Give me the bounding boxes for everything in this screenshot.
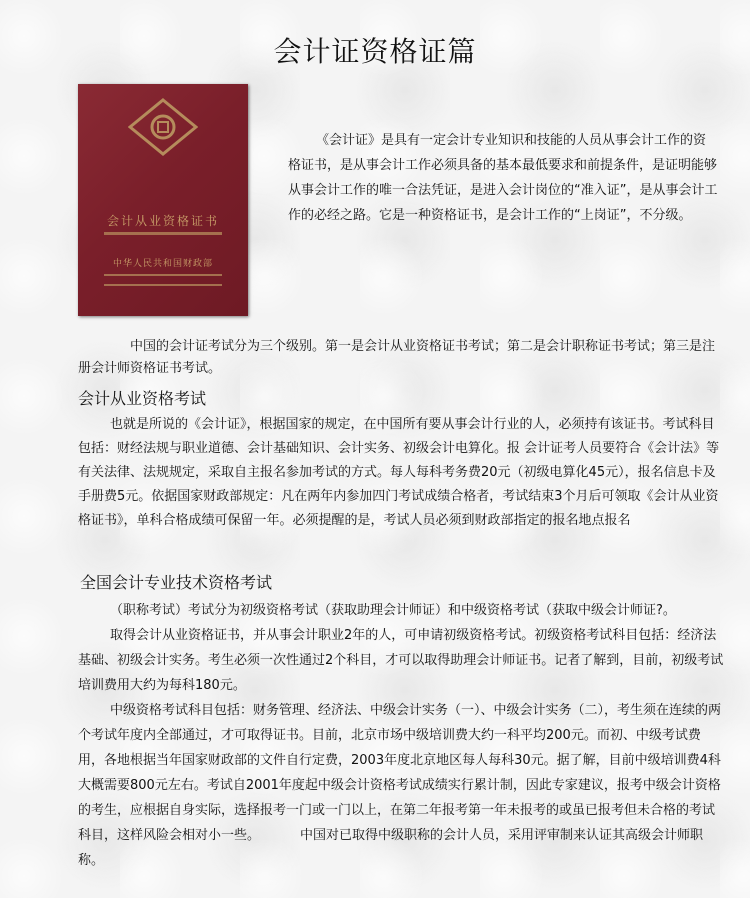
accounting-qualification-paragraph: [78, 413, 726, 533]
section-heading-accounting-qualification: 会计从业资格考试: [78, 389, 207, 408]
certificate-line: [104, 274, 222, 276]
junior-exam-text: 取得会计从业资格证书，并从事会计职业2年的人，可申请初级资格考试。初级资格考试科目包括：经济法基础、初级会计实务。考生必须一次性通过2个科目，才可以取得助理会计师证书。记者了解到，目前，初级考试培训费用大约为每科180元。: [78, 628, 724, 693]
levels-text: 中国的会计证考试分为三个级别。第一是会计从业资格证书考试；第二是会计职称证书考试；第三是注册会计师资格证书考试。: [78, 339, 716, 376]
title-exam-paragraph: [78, 598, 726, 623]
junior-exam-paragraph: [78, 623, 726, 698]
emblem-icon: [128, 98, 198, 156]
senior-review-text: 中国对已取得中级职称的会计人员，采用评审制来认证其高级会计师职称。: [78, 828, 704, 868]
certificate-line: [104, 284, 222, 286]
certificate-issuer: 中华人民共和国财政部: [112, 259, 213, 269]
professional-technical-body: [78, 598, 726, 873]
section-heading-professional-technical: 全国会计专业技术资格考试: [80, 573, 273, 592]
intro-paragraph: [288, 128, 718, 228]
certificate-title: 会计从业资格证书: [106, 214, 219, 228]
accounting-qualification-text: 也就是所说的《会计证》，根据国家的规定，在中国所有要从事会计行业的人，必须持有该证书。考试科目包括：财经法规与职业道德、会计基础知识、会计实务、初级会计电算化。报 会计证考人员要符合《会计法》等有关法律、法规规定，采取自主报名参加考试的方式。每人每科考务费20元（初级电算化45元），报名信息卡及手册费5元。依据国家财政部规定：凡在两年内参加四门考试成绩合格者，考试结束3个月后可领取《会计从业资格证书》，单科合格成绩可保留一年。必须提醒的是，考试人员必须到财政部指定的报名地点报名: [78, 417, 720, 528]
title-exam-text: （职称考试）考试分为初级资格考试（获取助理会计师证）和中级资格考试（获取中级会计师证?。: [110, 603, 676, 618]
levels-paragraph: [78, 336, 726, 380]
page-title: 会计证资格证篇: [273, 35, 477, 68]
certificate-divider: [104, 232, 222, 235]
intermediate-exam-paragraph: [78, 698, 726, 873]
certificate-image: [78, 84, 248, 316]
intro-text: 《会计证》是具有一定会计专业知识和技能的人员从事会计工作的资格证书，是从事会计工作必须具备的基本最低要求和前提条件，是证明能够从事会计工作的唯一合法凭证，是进入会计岗位的“准入证”，是从事会计工作的必经之路。它是一种资格证书，是会计工作的“上岗证”，不分级。: [288, 133, 718, 223]
intermediate-exam-text: 中级资格考试科目包括：财务管理、经济法、中级会计实务（一）、中级会计实务（二），考生须在连续的两个考试年度内全部通过，才可取得证书。目前，北京市场中级培训费大约一科平均200元。而初、中级考试费用，各地根据当年国家财政部的文件自行定费，2003年度北京地区每人每科30元。据了解，目前中级培训费4科大概需要800元左右。考试自2001年度起中级会计资格考试成绩实行累计制，因此专家建议，报考中级会计资格的考生，应根据自身实际，选择报考一门或一门以上，在第二年报考第一年未报考的或虽已报考但未合格的考试科目，这样风险会相对小一些。: [78, 703, 722, 843]
